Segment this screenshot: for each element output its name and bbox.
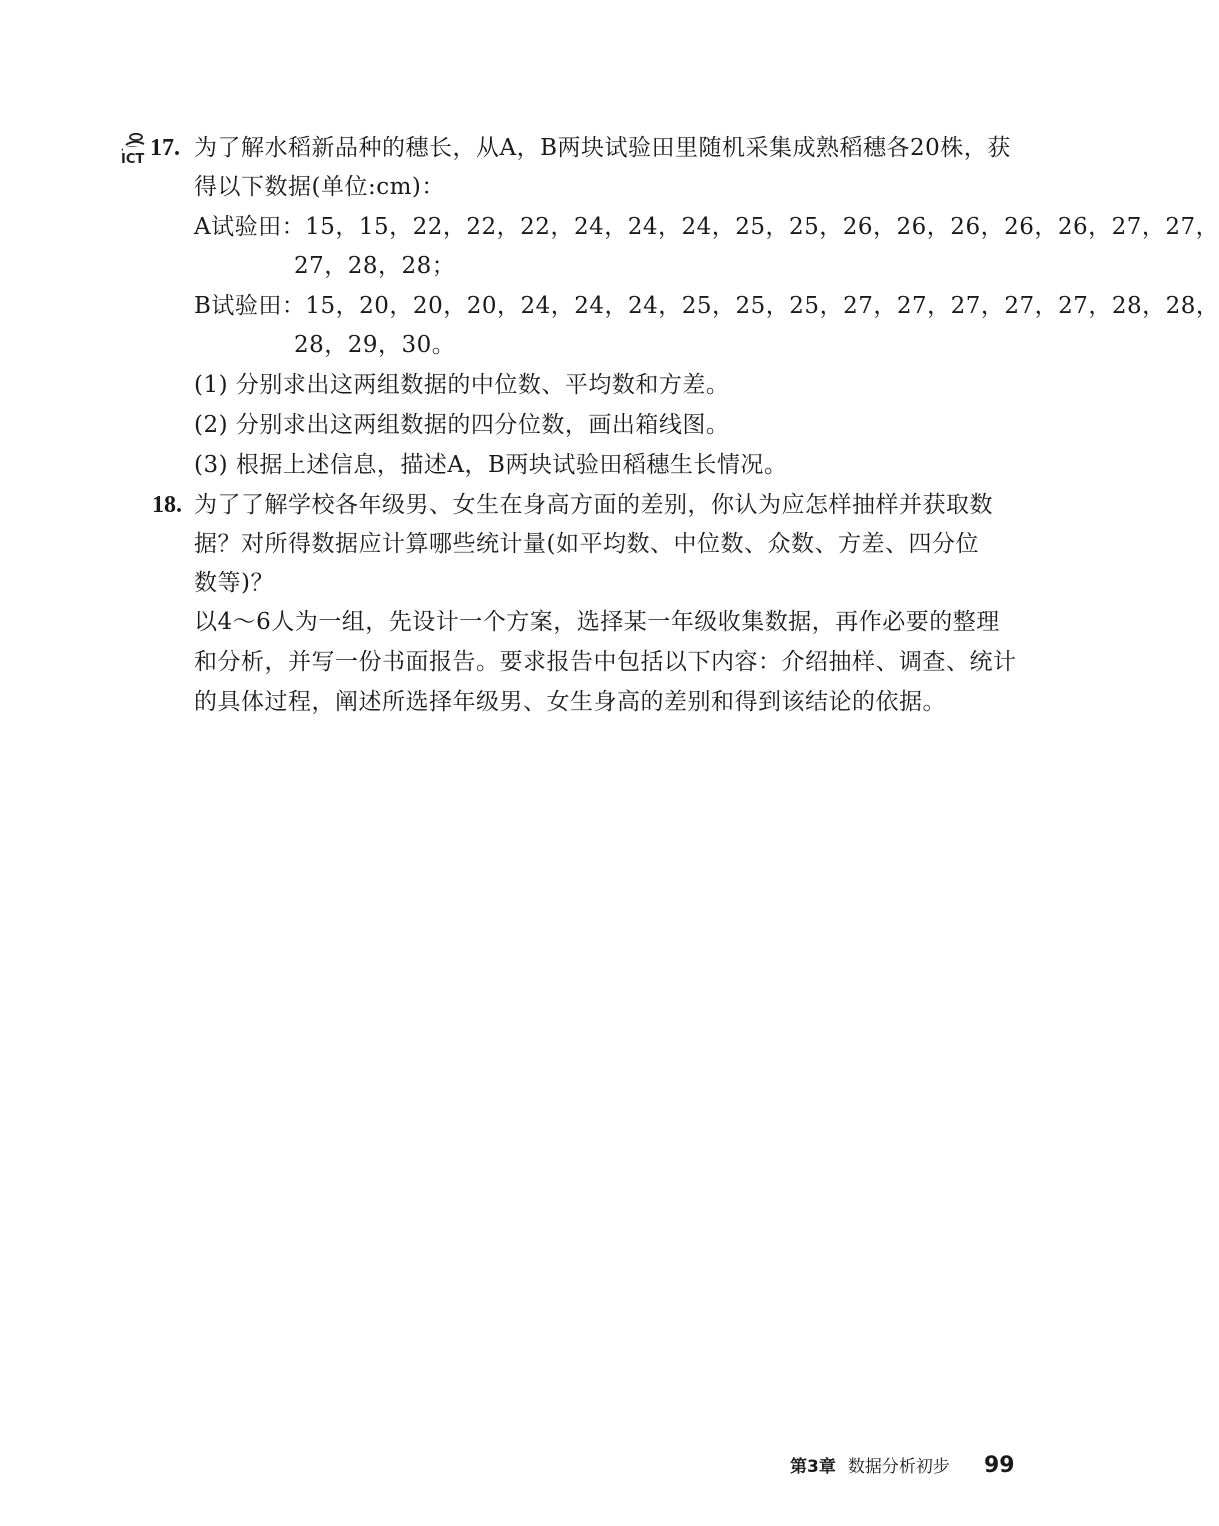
footer-chapter	[790, 1455, 950, 1479]
question-17-part-3: (3) 根据上述信息，描述A，B两块试验田稻穗生长情况。	[194, 452, 788, 478]
question-18-line1: 为了了解学校各年级男、女生在身高方面的差别，你认为应怎样抽样并获取数	[194, 492, 993, 518]
question-18-line2: 据？对所得数据应计算哪些统计量(如平均数、中位数、众数、方差、四分位	[194, 531, 979, 557]
chapter-label: 第3章	[790, 1457, 836, 1477]
question-18-number: 18.	[152, 492, 182, 518]
question-18-line6: 的具体过程，阐述所选择年级男、女生身高的差别和得到该结论的依据。	[194, 689, 946, 715]
question-17-part-2: (2) 分别求出这两组数据的四分位数，画出箱线图。	[194, 412, 730, 438]
field-b-data-line1: B试验田：15，20，20，20，24，24，24，25，25，25，27，27，27，27，27，28，28，	[194, 293, 1219, 319]
field-a-data-line2: 27，28，28；	[294, 253, 456, 279]
chapter-title: 数据分析初步	[847, 1457, 950, 1477]
question-18-line5: 和分析，并写一份书面报告。要求报告中包括以下内容：介绍抽样、调查、统计	[194, 649, 1017, 675]
question-17-part-1: (1) 分别求出这两组数据的中位数、平均数和方差。	[194, 372, 730, 398]
field-b-data-line2: 28，29，30。	[294, 332, 456, 358]
question-17-stem-line1: 为了解水稻新品种的穗长，从A，B两块试验田里随机采集成熟稻穗各20株，获	[194, 135, 1011, 161]
page-number: 99	[984, 1453, 1015, 1478]
field-a-data-line1: A试验田：15，15，22，22，22，24，24，24，25，25，26，26，26，26，26，27，27，	[194, 214, 1219, 240]
ict-icon	[118, 131, 150, 165]
question-17-number: 17.	[150, 135, 180, 161]
question-18-line3: 数等)？	[194, 570, 274, 596]
question-18-line4: 以4～6人为一组，先设计一个方案，选择某一年级收集数据，再作必要的整理	[194, 609, 1000, 635]
svg-text:ICT: ICT	[121, 152, 145, 167]
question-17-stem-line2: 得以下数据(单位:cm)：	[194, 174, 445, 200]
